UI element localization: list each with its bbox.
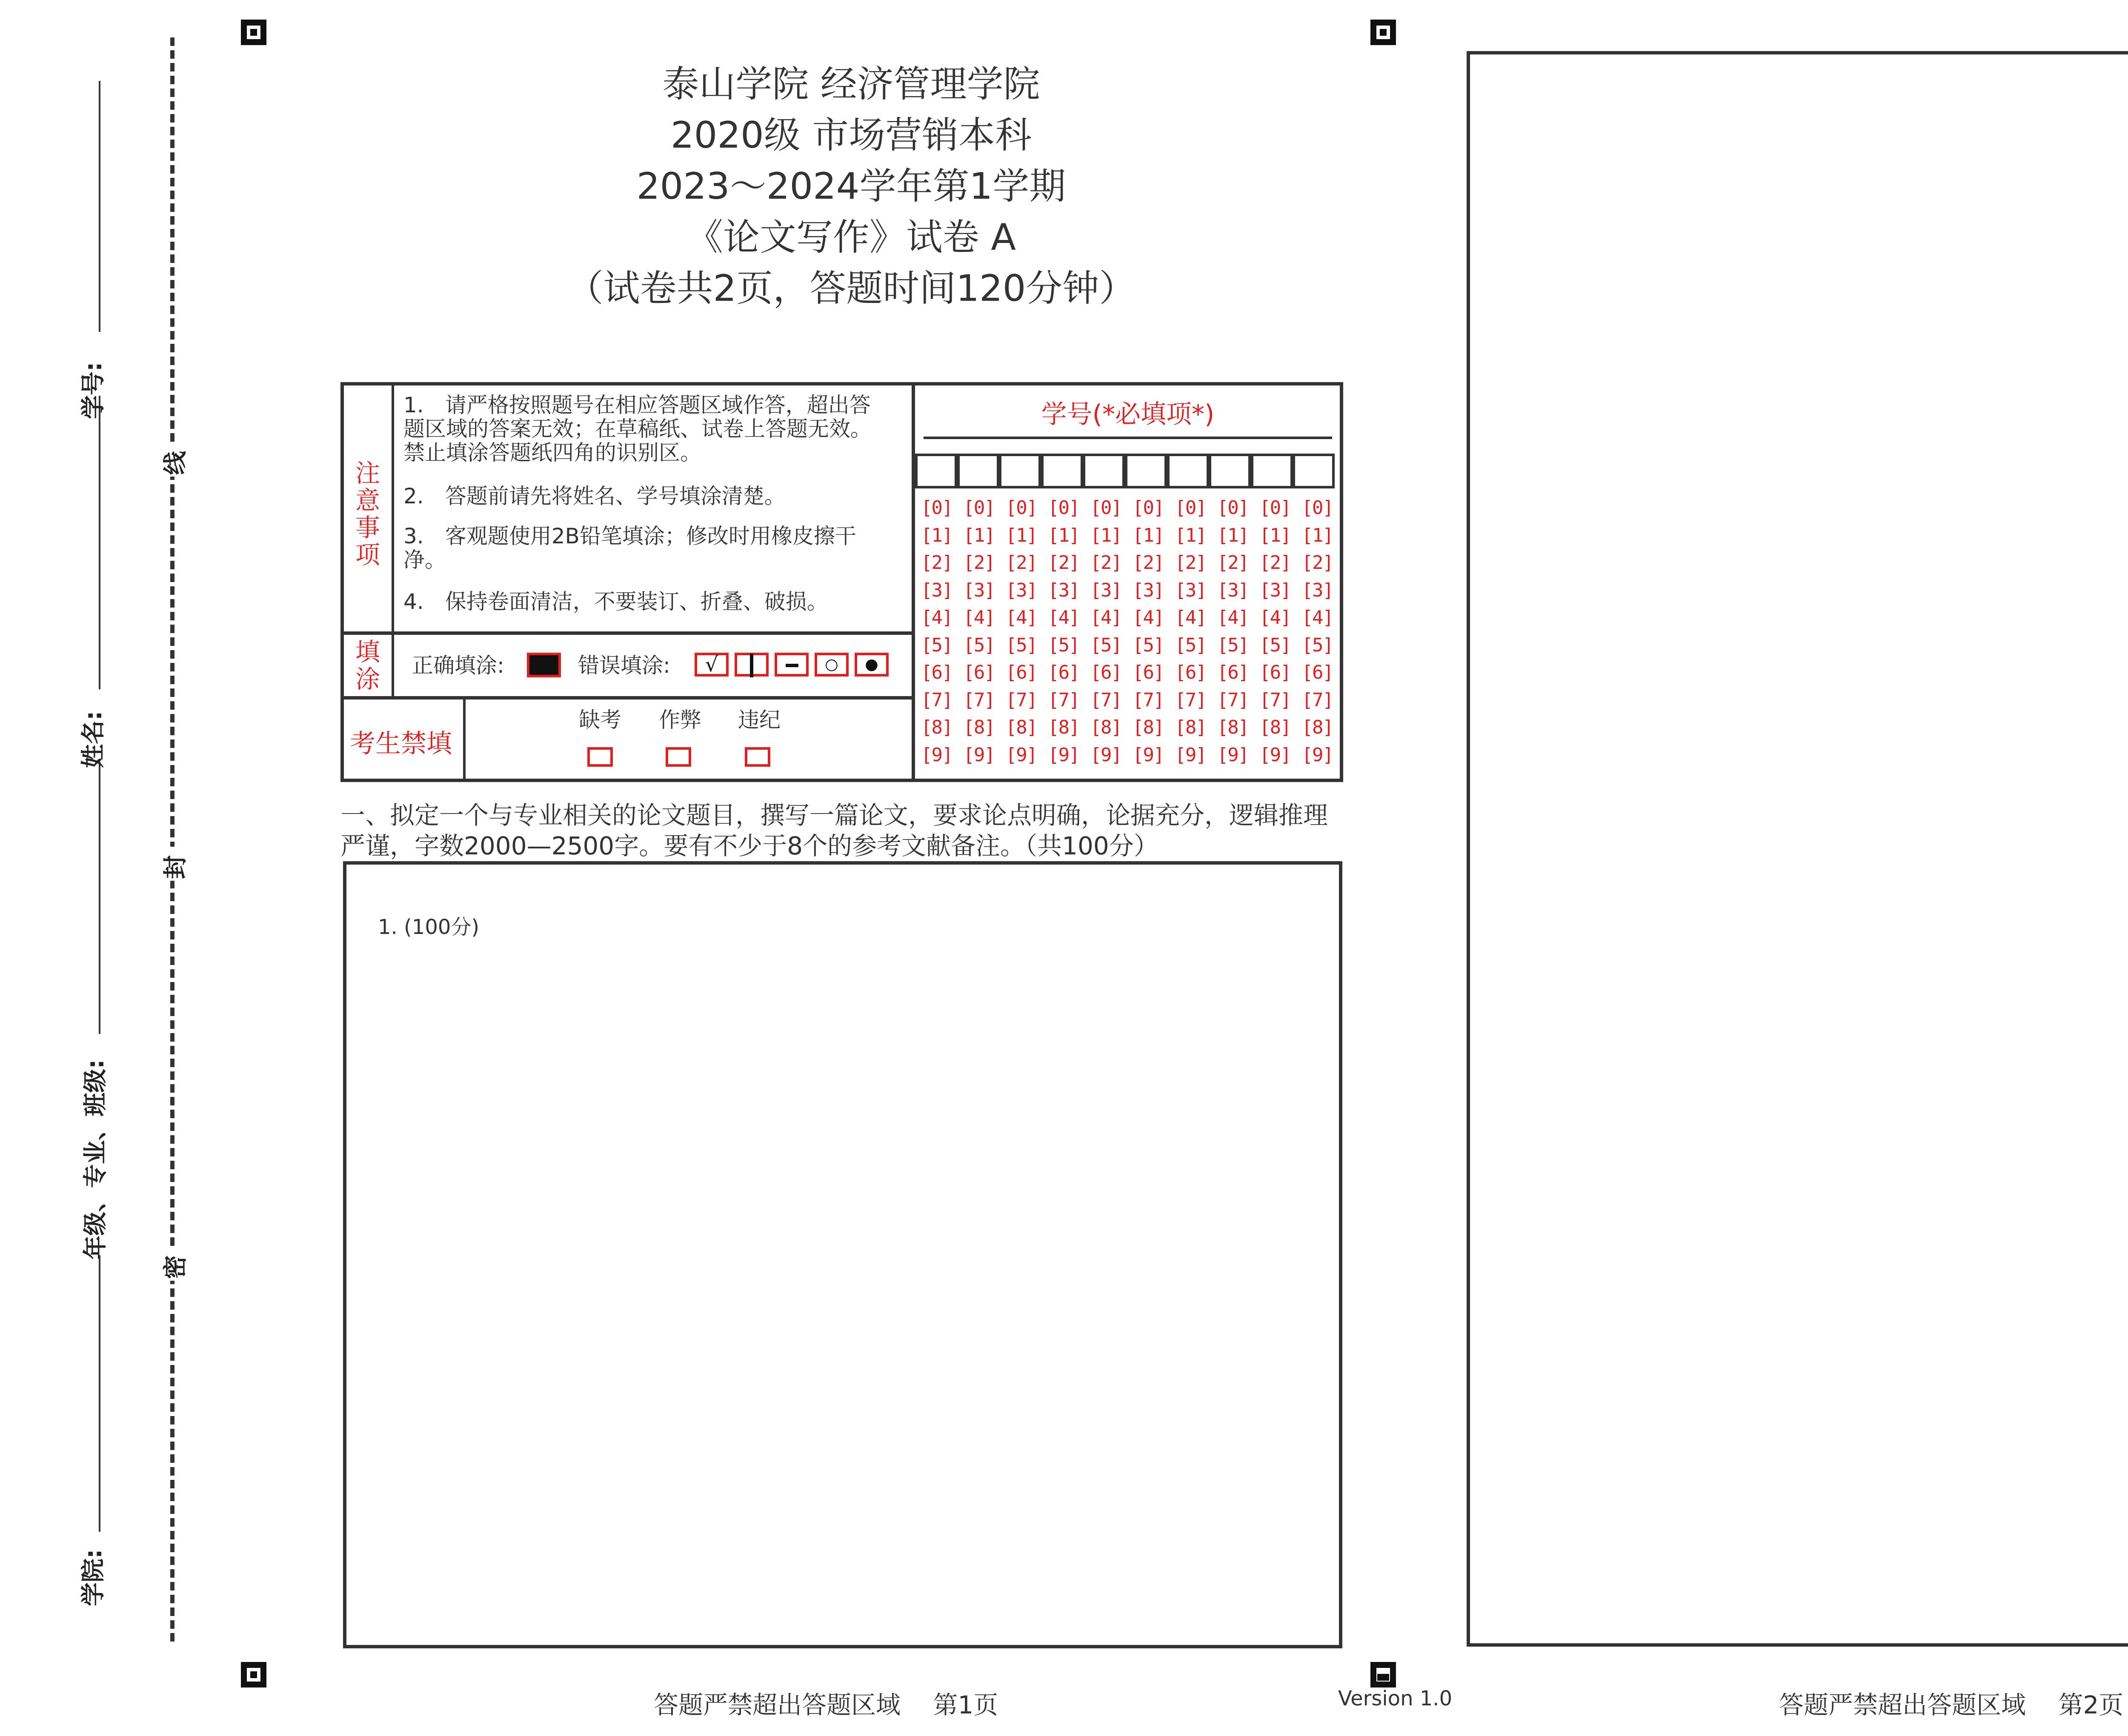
student-id-bubble[interactable]: [1] <box>1175 524 1206 546</box>
student-id-bubble[interactable]: [4] <box>1132 607 1164 628</box>
student-id-bubble[interactable]: [9] <box>1090 744 1122 766</box>
student-id-bubble-row <box>921 634 1347 662</box>
notice-item-4: 4. 保持卷面清洁，不要装订、折叠、破损。 <box>403 589 828 614</box>
student-id-bubble[interactable]: [9] <box>963 744 995 766</box>
student-id-bubble[interactable]: [0] <box>1301 497 1333 519</box>
fill-wrong-dash <box>775 653 809 677</box>
student-id-bubble[interactable]: [5] <box>963 634 995 656</box>
student-id-bubble[interactable]: [8] <box>1090 717 1122 738</box>
student-id-bubble[interactable]: [4] <box>963 607 995 628</box>
student-id-bubble[interactable]: [0] <box>963 497 995 519</box>
student-id-bubble[interactable]: [3] <box>963 579 995 601</box>
student-id-bubble[interactable]: [1] <box>1217 524 1249 546</box>
student-id-bubble[interactable]: [1] <box>1005 524 1037 546</box>
student-id-bubble[interactable]: [0] <box>921 497 952 519</box>
student-id-cell[interactable] <box>1167 454 1209 488</box>
student-id-bubble[interactable]: [5] <box>1217 634 1249 656</box>
student-id-bubble[interactable]: [6] <box>921 662 952 683</box>
student-id-bubble[interactable]: [6] <box>1005 662 1037 683</box>
wrong-circle-glyph: ○ <box>825 656 838 673</box>
student-id-bubble-grid[interactable] <box>921 497 1347 771</box>
student-id-bubble[interactable]: [0] <box>1175 497 1206 519</box>
student-id-cell[interactable] <box>1125 454 1167 488</box>
student-id-bubble[interactable]: [2] <box>1048 552 1079 574</box>
student-id-bubble[interactable]: [9] <box>1132 744 1164 766</box>
fill-correct-label: 正确填涂: <box>412 653 504 678</box>
alignment-marker-bottom-left <box>241 1662 266 1687</box>
binding-grade-label: 年级、专业、班级: <box>82 1059 109 1259</box>
header-exam-info: （试卷共2页，答题时间120分钟） <box>566 267 1136 310</box>
student-id-bubble[interactable]: [1] <box>1301 524 1333 546</box>
student-id-cell[interactable] <box>1041 454 1083 488</box>
student-id-bubble[interactable]: [2] <box>1132 552 1164 574</box>
student-id-bubble[interactable]: [6] <box>1090 662 1122 683</box>
student-id-bubble[interactable]: [6] <box>1301 662 1333 683</box>
student-id-bubble[interactable]: [9] <box>1175 744 1206 766</box>
student-id-bubble-row <box>921 662 1347 689</box>
student-id-bubble[interactable]: [5] <box>1048 634 1079 656</box>
student-id-bubble-row <box>921 552 1347 580</box>
notice-label: 注意事项 <box>355 459 380 569</box>
student-id-bubble[interactable]: [6] <box>1132 662 1164 683</box>
student-id-bubble[interactable]: [2] <box>963 552 995 574</box>
fill-wrong-dot <box>855 653 889 677</box>
alignment-marker-top-center <box>1370 20 1396 45</box>
student-id-bubble[interactable]: [2] <box>1259 552 1291 574</box>
student-id-bubble[interactable]: [7] <box>1217 689 1249 711</box>
student-id-bubble[interactable]: [5] <box>1259 634 1291 656</box>
student-id-bubble[interactable]: [3] <box>1301 579 1333 601</box>
header-term: 2023～2024学年第1学期 <box>636 165 1066 208</box>
student-id-bubble[interactable]: [3] <box>1090 579 1122 601</box>
student-id-bubble[interactable]: [3] <box>921 579 952 601</box>
student-id-bubble[interactable]: [8] <box>1005 717 1037 738</box>
student-id-bubble[interactable]: [3] <box>1217 579 1249 601</box>
student-id-bubble[interactable]: [6] <box>1175 662 1206 683</box>
student-id-bubble[interactable]: [4] <box>1175 607 1206 628</box>
binding-solid-line <box>99 81 100 1570</box>
student-id-cell[interactable] <box>1293 454 1335 488</box>
student-id-bubble[interactable]: [0] <box>1005 497 1037 519</box>
notice-item-2: 2. 答题前请先将姓名、学号填涂清楚。 <box>403 484 786 508</box>
forbidden-cheat-label: 作弊 <box>659 708 701 732</box>
student-id-bubble[interactable]: [8] <box>1048 717 1079 738</box>
question-item-label: 1. (100分) <box>378 915 480 939</box>
student-id-bubble[interactable]: [1] <box>963 524 995 546</box>
student-id-bubble[interactable]: [5] <box>1132 634 1164 656</box>
forbidden-absent-label: 缺考 <box>579 708 621 732</box>
student-id-bubble[interactable]: [6] <box>1048 662 1079 683</box>
answer-area-page2[interactable] <box>1467 51 2128 1647</box>
student-id-bubble[interactable]: [7] <box>1175 689 1206 711</box>
answer-area-page1[interactable] <box>343 861 1342 1648</box>
student-id-bubble[interactable]: [4] <box>1005 607 1037 628</box>
student-id-bubble[interactable]: [3] <box>1005 579 1037 601</box>
student-id-bubble[interactable]: [4] <box>921 607 952 628</box>
footer-version: Version 1.0 <box>1338 1687 1453 1710</box>
student-id-bubble[interactable]: [9] <box>1005 744 1037 766</box>
student-id-bubble[interactable]: [8] <box>1132 717 1164 738</box>
notice-label-divider <box>392 382 394 698</box>
student-id-bubble[interactable]: [7] <box>1259 689 1291 711</box>
student-id-bubble[interactable]: [1] <box>1132 524 1164 546</box>
student-id-bubble[interactable]: [8] <box>1175 717 1206 738</box>
student-id-bubble[interactable]: [9] <box>1259 744 1291 766</box>
student-id-bubble[interactable]: [2] <box>1005 552 1037 574</box>
student-id-bubble[interactable]: [9] <box>1217 744 1249 766</box>
student-id-bubble[interactable]: [3] <box>1259 579 1291 601</box>
student-id-bubble[interactable]: [5] <box>1005 634 1037 656</box>
fill-wrong-circle <box>815 653 849 677</box>
student-id-bubble[interactable]: [7] <box>1301 689 1333 711</box>
forbidden-label-divider <box>463 696 466 782</box>
student-id-bubble[interactable]: [4] <box>1048 607 1079 628</box>
wrong-dot-glyph: ● <box>865 656 878 673</box>
student-id-bubble-row <box>921 744 1347 772</box>
notice-bottom-rule <box>340 631 915 635</box>
student-id-bubble[interactable]: [9] <box>921 744 952 766</box>
student-id-bubble[interactable]: [0] <box>1090 497 1122 519</box>
seal-char-line: 线 <box>162 451 189 475</box>
seal-char-close: 密 <box>162 1255 189 1279</box>
student-id-bubble[interactable]: [1] <box>1090 524 1122 546</box>
student-id-bubble[interactable]: [0] <box>1217 497 1249 519</box>
student-id-cell[interactable] <box>915 454 957 488</box>
header-school: 泰山学院 经济管理学院 <box>662 63 1040 106</box>
student-id-bubble[interactable]: [1] <box>1259 524 1291 546</box>
student-id-bubble[interactable]: [4] <box>1259 607 1291 628</box>
notice-item-1: 1. 请严格按照题号在相应答题区域作答，超出答题区域的答案无效；在草稿纸、试卷上答题无效。禁止填涂答题纸四角的识别区。 <box>403 393 872 465</box>
student-id-bubble[interactable]: [1] <box>1048 524 1079 546</box>
student-id-bubble[interactable]: [4] <box>1301 607 1333 628</box>
student-id-bubble[interactable]: [7] <box>921 689 952 711</box>
alignment-marker-top-left <box>241 20 266 45</box>
student-id-bubble-row <box>921 497 1347 525</box>
fill-label: 填涂 <box>355 637 380 694</box>
student-id-bubble[interactable]: [3] <box>1175 579 1206 601</box>
student-id-bubble[interactable]: [0] <box>1048 497 1079 519</box>
student-id-cell[interactable] <box>1251 454 1293 488</box>
notice-item-3: 3. 客观题使用2B铅笔填涂；修改时用橡皮擦干净。 <box>403 524 856 572</box>
student-id-bubble[interactable]: [5] <box>921 634 952 656</box>
student-id-bubble[interactable]: [2] <box>1217 552 1249 574</box>
student-id-bubble[interactable]: [3] <box>1132 579 1164 601</box>
forbidden-cheat-box[interactable] <box>666 747 691 767</box>
student-id-cell[interactable] <box>1209 454 1251 488</box>
forbidden-absent-box[interactable] <box>587 747 613 767</box>
binding-name-label: 姓名: <box>80 711 107 768</box>
fill-correct-example <box>527 653 561 677</box>
student-id-bubble[interactable]: [8] <box>963 717 995 738</box>
footer-page1: 答题严禁超出答题区域 第1页 <box>654 1690 998 1719</box>
student-id-title: 学号(*必填项*) <box>1041 400 1215 429</box>
student-id-cell[interactable] <box>999 454 1041 488</box>
binding-dashed-line <box>170 37 174 1642</box>
student-id-bubble[interactable]: [4] <box>1090 607 1122 628</box>
student-id-cell[interactable] <box>957 454 999 488</box>
footer-page2: 答题严禁超出答题区域 第2页 <box>1779 1690 2124 1719</box>
fill-wrong-check-mark <box>695 653 729 677</box>
student-id-bubble[interactable]: [4] <box>1217 607 1249 628</box>
student-id-bubble[interactable]: [2] <box>921 552 952 574</box>
header-exam-title: 《论文写作》试卷 A <box>686 216 1016 259</box>
forbidden-label: 考生禁填 <box>350 729 452 759</box>
student-id-bubble-row <box>921 525 1347 552</box>
fill-wrong-vertical-bar <box>735 653 769 677</box>
fill-wrong-label: 错误填涂: <box>578 653 670 678</box>
student-id-bubble-row <box>921 689 1347 717</box>
student-id-bubble[interactable]: [2] <box>1301 552 1333 574</box>
forbidden-violation-label: 违纪 <box>738 708 781 732</box>
student-id-bubble[interactable]: [8] <box>1301 717 1333 738</box>
student-id-bubble[interactable]: [6] <box>963 662 995 683</box>
student-id-bubble[interactable]: [3] <box>1048 579 1079 601</box>
student-id-cell[interactable] <box>1083 454 1125 488</box>
student-id-bubble[interactable]: [5] <box>1175 634 1206 656</box>
student-id-bubble[interactable]: [7] <box>1005 689 1037 711</box>
student-id-title-rule <box>924 437 1332 439</box>
wrong-check-glyph: √ <box>705 653 718 677</box>
student-id-bubble[interactable]: [5] <box>1301 634 1333 656</box>
student-id-bubble[interactable]: [6] <box>1259 662 1291 683</box>
seal-char-seal: 封 <box>162 855 189 879</box>
student-id-bubble-row <box>921 717 1347 744</box>
student-id-bubble[interactable]: [6] <box>1217 662 1249 683</box>
student-id-bubble[interactable]: [2] <box>1090 552 1122 574</box>
alignment-marker-bottom-center <box>1370 1662 1396 1687</box>
student-id-bubble[interactable]: [0] <box>1259 497 1291 519</box>
forbidden-violation-box[interactable] <box>745 747 770 767</box>
student-id-bubble-row <box>921 580 1347 607</box>
binding-student-id-label: 学号: <box>80 362 107 419</box>
student-id-bubble[interactable]: [8] <box>1259 717 1291 738</box>
binding-college-label: 学院: <box>80 1549 107 1606</box>
student-id-bubble[interactable]: [5] <box>1090 634 1122 656</box>
student-id-bubble[interactable]: [7] <box>1090 689 1122 711</box>
student-id-bubble[interactable]: [7] <box>1132 689 1164 711</box>
student-id-bubble[interactable]: [0] <box>1132 497 1164 519</box>
student-id-bubble[interactable]: [7] <box>963 689 995 711</box>
student-id-bubble[interactable]: [1] <box>921 524 952 546</box>
student-id-bubble[interactable]: [9] <box>1048 744 1079 766</box>
student-id-bubble-row <box>921 607 1347 634</box>
student-id-bubble[interactable]: [8] <box>921 717 952 738</box>
header-class: 2020级 市场营销本科 <box>670 114 1032 157</box>
student-id-bubble[interactable]: [2] <box>1175 552 1206 574</box>
info-table-divider <box>912 382 915 782</box>
student-id-bubble[interactable]: [9] <box>1301 744 1333 766</box>
student-id-bubble[interactable]: [8] <box>1217 717 1249 738</box>
fill-bottom-rule <box>340 696 915 700</box>
student-id-bubble[interactable]: [7] <box>1048 689 1079 711</box>
question-text: 一、拟定一个与专业相关的论文题目，撰写一篇论文，要求论点明确，论据充分，逻辑推理严谨，字数2000—2500字。要有不少于8个的参考文献备注。（共100分） <box>340 801 1328 860</box>
